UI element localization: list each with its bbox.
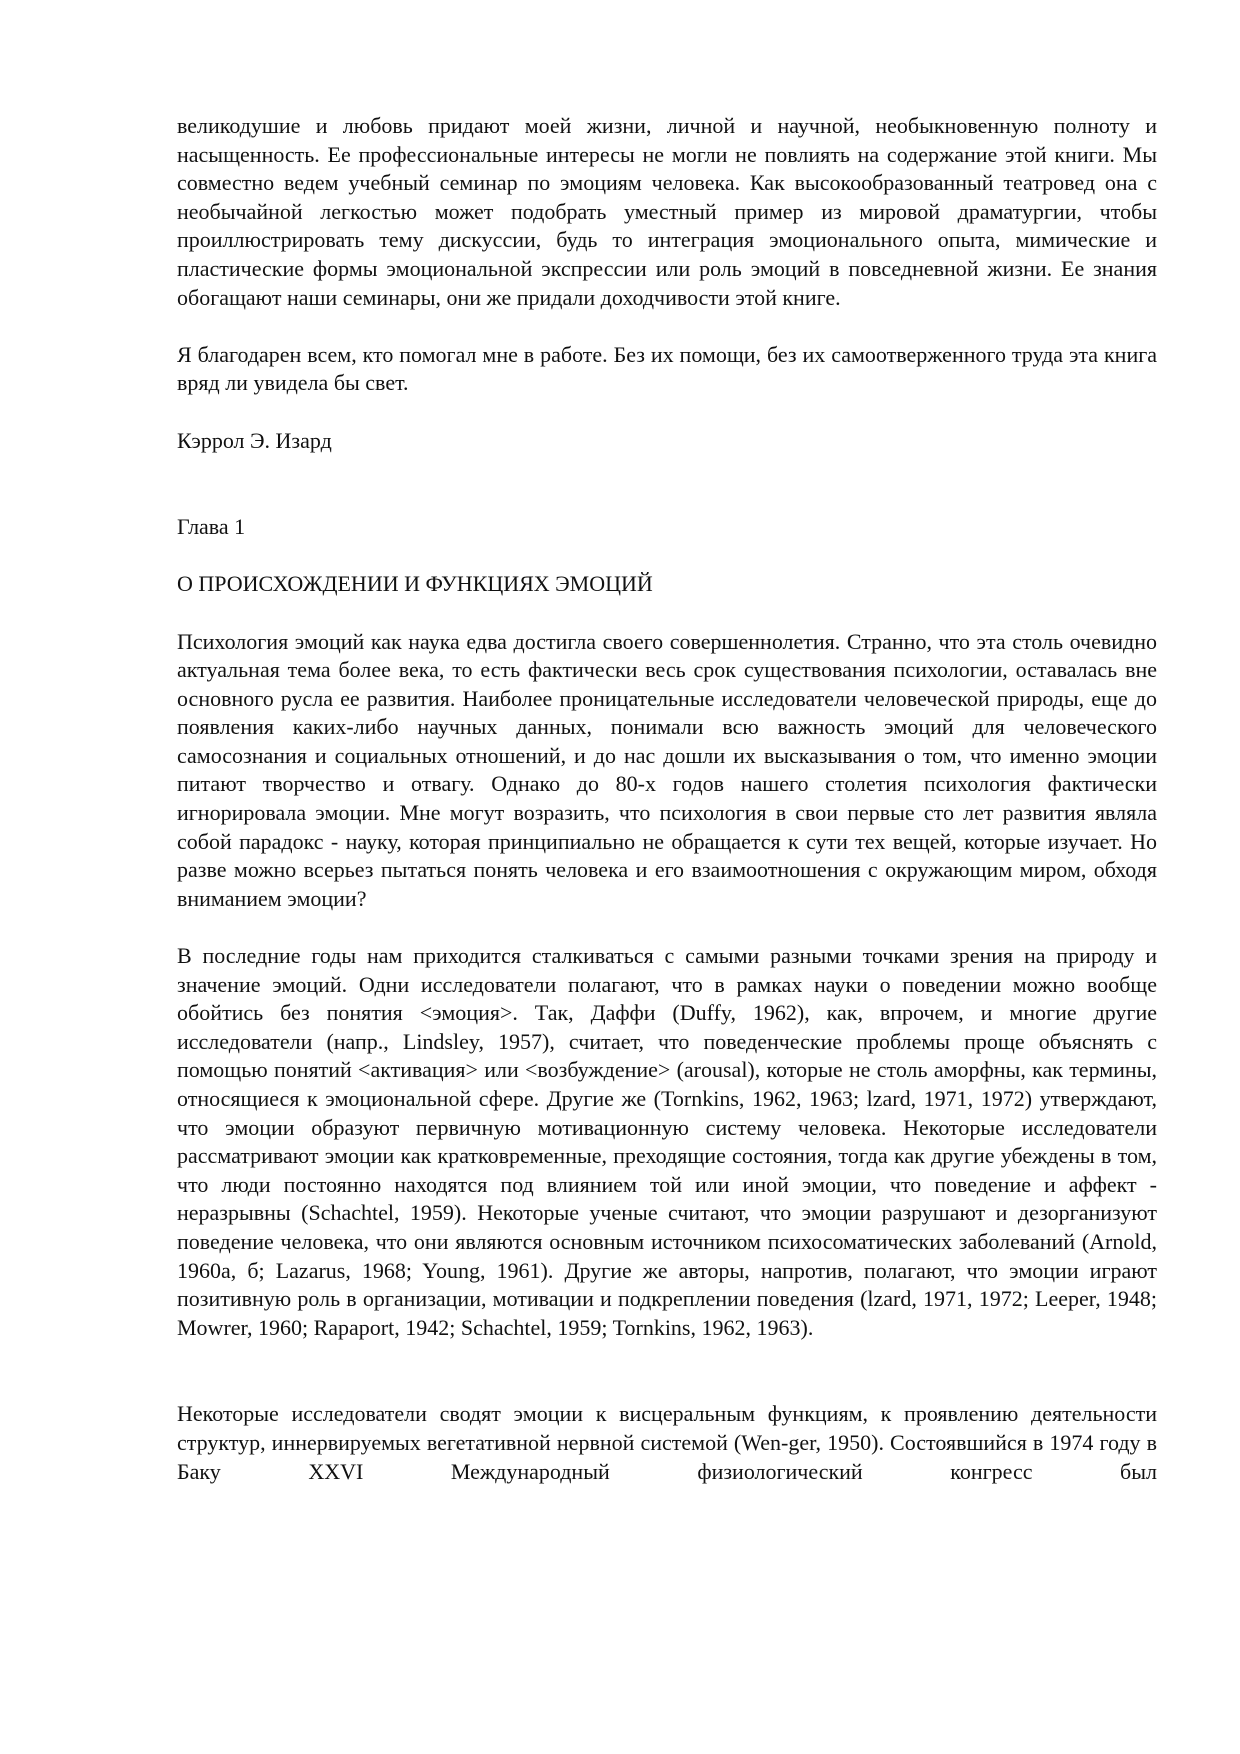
author-signature: Кэррол Э. Изард [177,427,332,453]
paragraph-visceral: Некоторые исследователи сводят эмоции к висцеральным функциям, к проявлению деятельности структур, иннервируемых вегетативной нервной системой (Wen-ger, 1950). Состоявшийся в 1974 году в Баку XXVI Международный физиологический конгресс был [177,1401,1157,1484]
paragraph-acknowledgement-wife: великодушие и любовь придают моей жизни, личной и научной, необыкновенную полноту и насыщенность. Ее профессиональные интересы не могли не повлиять на содержание этой книги. Мы совместно ведем учебный семинар по эмоциям человека. Как высокообразованный театровед она с необычайной легкостью может подобрать уместный пример из мировой драматургии, чтобы проиллюстрировать тему дискуссии, будь то интеграция эмоционального опыта, мимические и пластические формы эмоциональной экспрессии или роль эмоций в повседневной жизни. Ее знания обогащают наши семинары, они же придали доходчивости этой книге. [177,113,1157,310]
paragraph-viewpoints: В последние годы нам приходится сталкиваться с самыми разными точками зрения на природу и значение эмоций. Одни исследователи полагают, что в рамках науки о поведении можно вообще обойтись без понятия <эмоция>. Так, Даффи (Duffy, 1962), как, впрочем, и многие другие исследователи (напр., Lindsley, 1957), считает, что поведенческие проблемы проще объяснять с помощью понятий <активация> или <возбуждение> (arousal), которые не столь аморфны, как термины, относящиеся к эмоциональной сфере. Другие же (Tornkins, 1962, 1963; lzard, 1971, 1972) утверждают, что эмоции образуют первичную мотивационную систему человека. Некоторые исследователи рассматривают эмоции как кратковременные, преходящие состояния, тогда как другие убеждены в том, что люди постоянно находятся под влиянием той или иной эмоции, что поведение и аффект - неразрывны (Schachtel, 1959). Некоторые ученые считают, что эмоции разрушают и дезорганизуют поведение человека, что они являются основным источником психосоматических заболеваний (Arnold, 1960а, б; Lazarus, 1968; Young, 1961). Другие же авторы, напротив, полагают, что эмоции играют позитивную роль в организации, мотивации и подкреплении поведения (lzard, 1971, 1972; Leeper, 1948; Mowrer, 1960; Rapaport, 1942; Schachtel, 1959; Tornkins, 1962, 1963). [177,943,1157,1340]
chapter-title: О ПРОИСХОЖДЕНИИ И ФУНКЦИЯХ ЭМОЦИЙ [177,571,653,597]
document-page [177,112,1157,1486]
chapter-number: Глава 1 [177,514,246,540]
paragraph-intro: Психология эмоций как наука едва достигла своего совершеннолетия. Странно, что эта столь очевидно актуальная тема более века, то есть фактически весь срок существования психологии, оставалась вне основного русла ее развития. Наиболее проницательные исследователи человеческой природы, еще до появления каких-либо научных данных, понимали всю важность эмоций для человеческого самосознания и социальных отношений, и до нас дошли их высказывания о том, что именно эмоции питают творчество и отвагу. Однако до 80-х годов нашего столетия психология фактически игнорировала эмоции. Мне могут возразить, что психология в свои первые сто лет развития являла собой парадокс - науку, которая принципиально не обращается к сути тех вещей, которые изучает. Но разве можно всерьез пытаться понять человека и его взаимоотношения с окружающим миром, обходя вниманием эмоции? [177,628,1157,911]
paragraph-thanks: Я благодарен всем, кто помогал мне в работе. Без их помощи, без их самоотверженного труда эта книга вряд ли увидела бы свет. [177,341,1157,396]
